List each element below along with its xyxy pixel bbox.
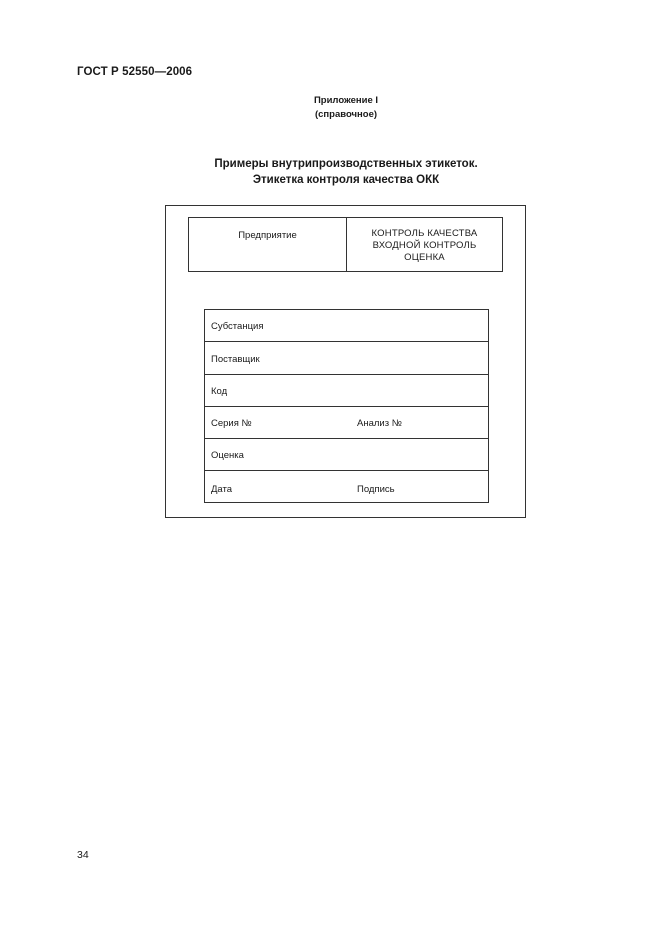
appendix-title: Приложение I [313,95,379,106]
field-label: Поставщик [211,353,260,365]
section-title-line2: Этикетка контроля качества ОКК [252,174,440,186]
field-label-secondary: Подпись [357,483,395,495]
field-label: Код [211,385,228,397]
field-row-date [205,471,488,503]
section-title-line1: Примеры внутрипроизводственных этикеток. [214,158,478,170]
control-line-2: ВХОДНОЙ КОНТРОЛЬ [372,240,477,251]
field-label: Серия № [211,418,252,430]
label-header-table [188,217,503,272]
enterprise-cell [189,218,347,271]
field-row-code [205,375,488,407]
field-label: Дата [211,483,233,495]
field-label: Субстанция [211,321,264,333]
field-row-substance [205,310,488,342]
control-line-3: ОЦЕНКА [404,252,445,263]
field-row-series [205,407,488,439]
appendix-subtitle: (справочное) [314,109,378,120]
control-line-1: КОНТРОЛЬ КАЧЕСТВА [371,228,478,239]
field-label: Оценка [211,450,244,462]
appendix-heading [0,94,661,122]
enterprise-label: Предприятие [238,230,297,241]
label-fields-table [204,309,489,503]
field-row-supplier [205,342,488,374]
section-title [0,156,661,188]
document-header: ГОСТ Р 52550—2006 [77,66,193,78]
field-label-secondary: Анализ № [357,418,402,430]
field-row-rating [205,439,488,471]
page-number: 34 [77,849,89,861]
control-cell [347,218,502,271]
